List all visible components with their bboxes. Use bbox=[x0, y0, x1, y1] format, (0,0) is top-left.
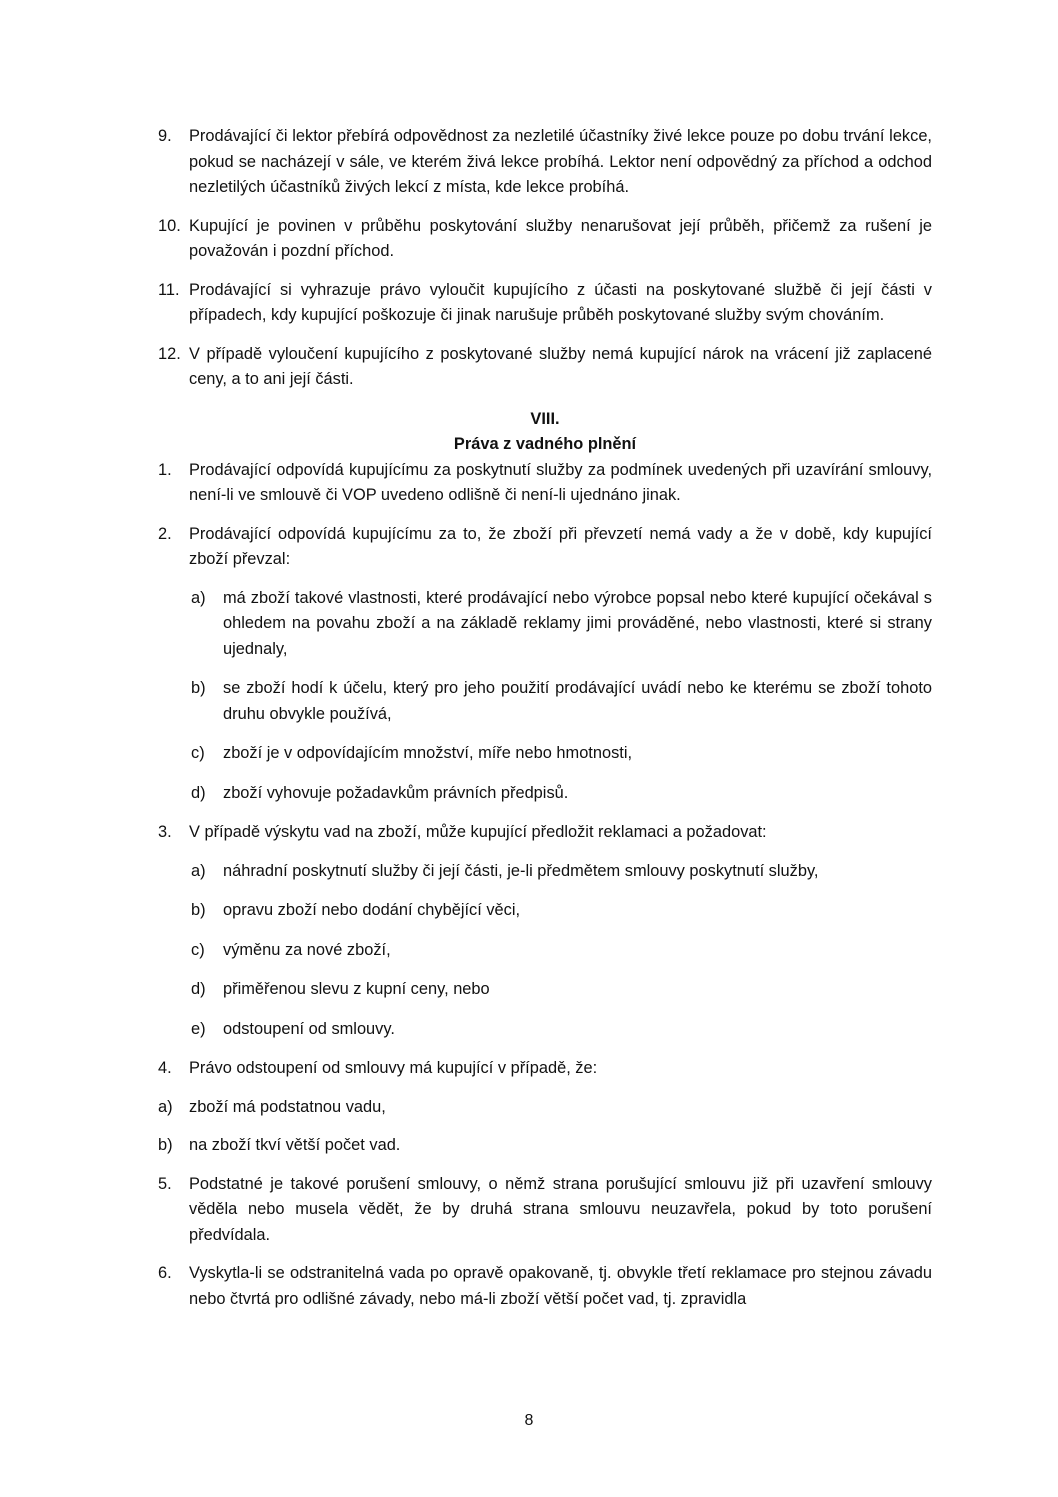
page-content bbox=[158, 124, 932, 1325]
item-text: Kupující je povinen v průběhu poskytování služby nenarušovat její průběh, přičemž za rušení je považován i pozdní příchod. bbox=[189, 216, 932, 260]
sub-item bbox=[158, 977, 932, 1003]
sub-item bbox=[158, 1095, 932, 1121]
item-text: V případě výskytu vad na zboží, může kupující předložit reklamaci a požadovat: bbox=[189, 823, 767, 841]
sub-item-letter: a) bbox=[158, 1097, 173, 1116]
sub-item bbox=[158, 676, 932, 727]
sub-item-letter: c) bbox=[191, 744, 205, 762]
sub-item bbox=[158, 859, 932, 885]
list-item bbox=[158, 214, 932, 265]
item-text: Prodávající odpovídá kupujícímu za to, že zboží při převzetí nemá vady a že v době, kdy kupující zboží převzal: bbox=[189, 524, 932, 568]
item-text: Prodávající či lektor přebírá odpovědnost za nezletilé účastníky živé lekce pouze po dobu trvání lekce, pokud se nacházejí v sále, ve kterém živá lekce probíhá. Lektor není odpovědný za příchod a odchod nezletilých účastníků živých lekcí z místa, kde lekce probíhá. bbox=[189, 127, 932, 196]
item-number: 11. bbox=[158, 280, 180, 299]
sub-item-text: přiměřenou slevu z kupní ceny, nebo bbox=[223, 980, 490, 998]
sub-item-text: opravu zboží nebo dodání chybějící věci, bbox=[223, 901, 521, 919]
sub-item-letter: a) bbox=[191, 861, 206, 880]
list-item bbox=[158, 1172, 932, 1249]
sub-item bbox=[158, 938, 932, 964]
sub-item-text: zboží je v odpovídajícím množství, míře nebo hmotnosti, bbox=[223, 744, 633, 762]
item-text: V případě vyloučení kupujícího z poskytované služby nemá kupující nárok na vrácení již zaplacené ceny, a to ani její části. bbox=[189, 344, 932, 388]
item-number: 5. bbox=[158, 1174, 172, 1193]
item-number: 4. bbox=[158, 1059, 172, 1077]
sub-item bbox=[158, 741, 932, 767]
list-item bbox=[158, 342, 932, 393]
sub-item-text: má zboží takové vlastnosti, které prodávající nebo výrobce popsal nebo které kupující očekával s ohledem na povahu zboží a na základě reklamy jimi prováděné, nebo vlastnosti, které si strany ujednaly, bbox=[223, 588, 932, 658]
sub-item-text: zboží má podstatnou vadu, bbox=[189, 1097, 386, 1116]
sub-item bbox=[158, 586, 932, 663]
list-item bbox=[158, 124, 932, 201]
page-number: 8 bbox=[524, 1412, 534, 1429]
sub-item-text: odstoupení od smlouvy. bbox=[223, 1019, 395, 1038]
item-number: 10. bbox=[158, 216, 181, 235]
item-number: 1. bbox=[158, 460, 172, 479]
sub-item-letter: a) bbox=[191, 588, 206, 607]
sub-item-text: na zboží tkví větší počet vad. bbox=[189, 1136, 401, 1154]
item-text: Právo odstoupení od smlouvy má kupující v případě, že: bbox=[189, 1059, 598, 1077]
list-item bbox=[158, 458, 932, 509]
list-item bbox=[158, 1261, 932, 1312]
sub-item-letter: b) bbox=[158, 1136, 173, 1154]
section-number: VIII. bbox=[530, 409, 560, 428]
sub-item bbox=[158, 781, 932, 807]
item-text: Podstatné je takové porušení smlouvy, o němž strana porušující smlouvu již při uzavření smlouvy věděla nebo musela vědět, že by druhá strana smlouvu neuzavřela, pokud by toto porušení předvídala. bbox=[189, 1174, 932, 1244]
item-number: 2. bbox=[158, 524, 172, 543]
section-title: Práva z vadného plnění bbox=[453, 435, 637, 453]
sub-item-letter: b) bbox=[191, 679, 206, 697]
sub-item-letter: d) bbox=[191, 980, 206, 998]
item-number: 9. bbox=[158, 127, 172, 145]
item-number: 12. bbox=[158, 344, 181, 363]
sub-item-text: náhradní poskytnutí služby či její části, je-li předmětem smlouvy poskytnutí služby, bbox=[223, 861, 819, 880]
sub-item bbox=[158, 1017, 932, 1043]
item-text: Prodávající odpovídá kupujícímu za poskytnutí služby za podmínek uvedených při uzavírání smlouvy, není-li ve smlouvě či VOP uvedeno odlišně či není-li ujednáno jinak. bbox=[189, 460, 932, 504]
item-text: Prodávající si vyhrazuje právo vyloučit kupujícího z účasti na poskytované službě či její části v případech, kdy kupující poškozuje či jinak narušuje průběh poskytované služby svým chováním. bbox=[189, 280, 932, 324]
sub-item-letter: e) bbox=[191, 1019, 206, 1038]
sub-item-letter: b) bbox=[191, 901, 206, 919]
sub-item-letter: c) bbox=[191, 940, 205, 959]
list-item bbox=[158, 522, 932, 573]
sub-item bbox=[158, 898, 932, 924]
sub-item bbox=[158, 1133, 932, 1159]
list-item bbox=[158, 1056, 932, 1082]
sub-item-text: se zboží hodí k účelu, který pro jeho použití prodávající uvádí nebo ke kterému se zboží tohoto druhu obvykle používá, bbox=[223, 679, 932, 723]
section-heading bbox=[158, 407, 932, 458]
sub-item-text: zboží vyhovuje požadavkům právních předpisů. bbox=[223, 783, 569, 802]
list-item bbox=[158, 278, 932, 329]
item-text: Vyskytla-li se odstranitelná vada po opravě opakovaně, tj. obvykle třetí reklamace pro stejnou závadu nebo čtvrtá pro odlišné závady, nebo má-li zboží větší počet vad, tj. zpravidla bbox=[189, 1264, 932, 1308]
item-number: 6. bbox=[158, 1264, 172, 1282]
sub-item-text: výměnu za nové zboží, bbox=[223, 940, 391, 959]
item-number: 3. bbox=[158, 823, 172, 841]
list-item bbox=[158, 820, 932, 846]
sub-item-letter: d) bbox=[191, 783, 206, 802]
